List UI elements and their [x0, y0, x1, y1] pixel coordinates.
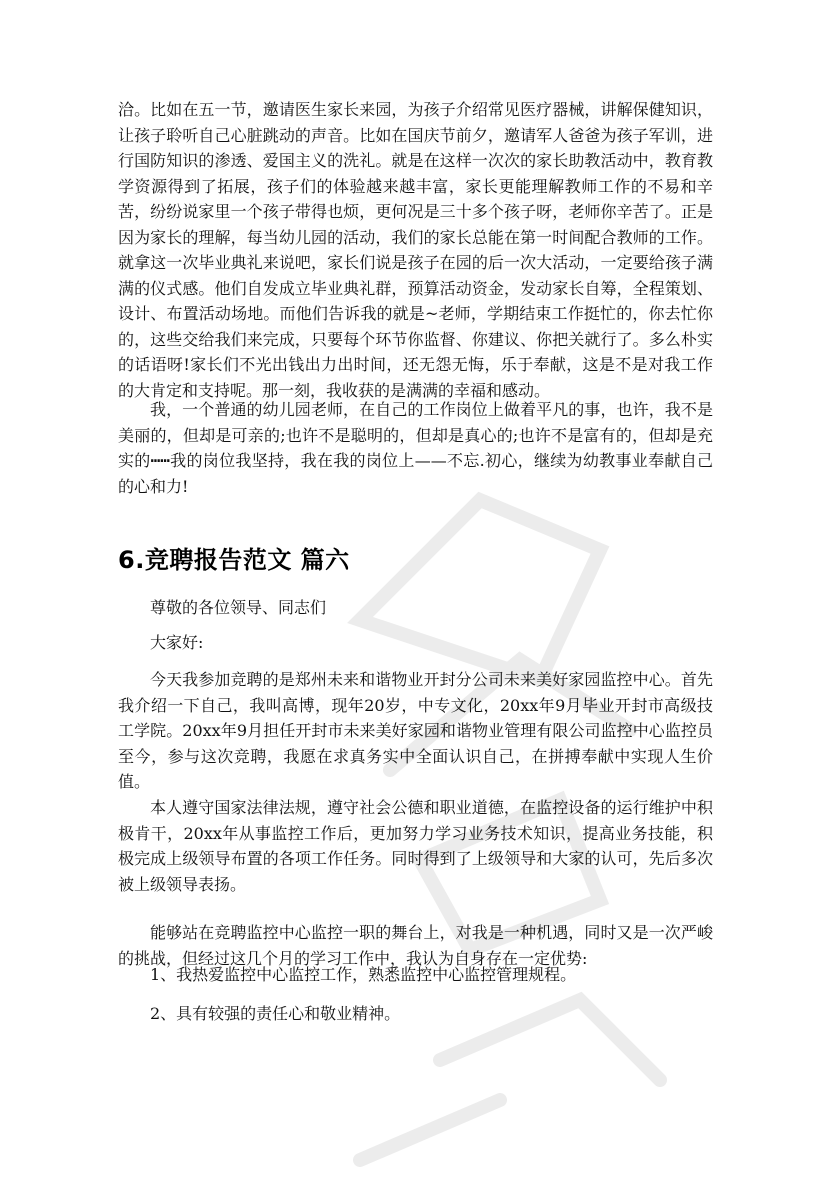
- list-item-2: 2、具有较强的责任心和敬业精神。: [150, 1004, 401, 1023]
- greeting: 大家好:: [150, 633, 204, 652]
- closing-paragraph: 我，一个普通的幼儿园老师，在自己的工作岗位上做着平凡的事，也许，我不是美丽的，但却是可亲的;也许不是聪明的，但却是真心的;也许不是富有的，但却是充实的┅┅我的岗位我坚持，我在我的岗位上——不忘.初心，继续为幼教事业奉献自己的心和力!: [118, 400, 713, 496]
- conduct-paragraph: 本人遵守国家法律法规，遵守社会公德和职业道德，在监控设备的运行维护中积极肯干，20xx年从事监控工作后，更加努力学习业务技术知识，提高业务技能，积极完成上级领导布置的各项工作任务。同时得到了上级领导和大家的认可，先后多次被上级领导表扬。: [118, 798, 713, 894]
- salutation: 尊敬的各位领导、同志们: [150, 598, 327, 617]
- intro-paragraph: 今天我参加竞聘的是郑州未来和谐物业开封分公司未来美好家园监控中心。首先我介绍一下自己，我叫高博，现年20岁，中专文化，20xx年9月毕业开封市高级技工学院。20xx年9月担任开封市未来美好家园和谐物业管理有限公司监控中心监控员至今，参与这次竞聘，我愿在求真务实中全面认识自己，在拼搏奉献中实现人生价值。: [118, 670, 713, 791]
- opportunity-paragraph: 能够站在竞聘监控中心监控一职的舞台上，对我是一种机遇，同时又是一次严峻的挑战，但经过这几个月的学习工作中，我认为自身存在一定优势:: [118, 923, 713, 968]
- continued-paragraph: 洽。比如在五一节，邀请医生家长来园，为孩子介绍常见医疗器械，讲解保健知识，让孩子聆听自己心脏跳动的声音。比如在国庆节前夕，邀请军人爸爸为孩子军训，进行国防知识的渗透、爱国主义的洗礼。就是在这样一次次的家长助教活动中，教育教学资源得到了拓展，孩子们的体验越来越丰富，家长更能理解教师工作的不易和辛苦，纷纷说家里一个孩子带得也烦，更何况是三十多个孩子呀，老师你辛苦了。正是因为家长的理解，每当幼儿园的活动，我们的家长总能在第一时间配合教师的工作。就拿这一次毕业典礼来说吧，家长们说是孩子在园的后一次大活动，一定要给孩子满满的仪式感。他们自发成立毕业典礼群，预算活动资金，发动家长自筹，全程策划、设计、布置活动场地。而他们告诉我的就是~老师，学期结束工作挺忙的，你去忙你的，这些交给我们来完成，只要每个环节你监督、你建议、你把关就行了。多么朴实的话语呀!家长们不光出钱出力出时间，还无怨无悔，乐于奉献，这是不是对我工作的大肯定和支持呢。那一刻，我收获的是满满的幸福和感动。: [118, 100, 713, 400]
- section-heading: 6.竞聘报告范文 篇六: [118, 546, 350, 574]
- list-item-1: 1、我热爱监控中心监控工作，熟悉监控中心监控管理规程。: [150, 965, 577, 984]
